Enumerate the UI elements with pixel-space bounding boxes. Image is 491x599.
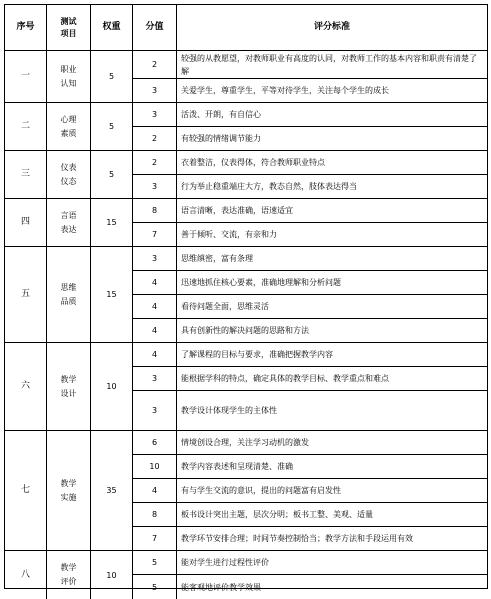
criteria-cell: 迅速地抓住核心要素，准确地理解和分析问题 (177, 271, 487, 295)
header-weight: 权重 (91, 5, 133, 51)
item-cell (47, 551, 91, 599)
weight-cell: 10 (91, 551, 133, 599)
item-label-line: 品质 (60, 296, 77, 306)
criteria-cell: 能客观地评价教学效果 (181, 582, 261, 592)
criteria-cell: 关爱学生，尊重学生，平等对待学生，关注每个学生的成长 (177, 79, 487, 103)
item-label-line: 教学 (60, 478, 77, 488)
score-cell: 8 (133, 199, 177, 223)
score-cell: 5 (133, 551, 177, 575)
weight-cell: 10 (91, 343, 133, 431)
score-cell: 7 (133, 527, 177, 551)
weight-cell: 5 (91, 51, 133, 103)
seq-cell: 七 (5, 431, 47, 551)
item-label-line: 心理 (60, 114, 77, 124)
criteria-cell: 教学设计体现学生的主体性 (177, 391, 487, 431)
weight-cell: 35 (91, 431, 133, 551)
header-seq: 序号 (5, 5, 47, 51)
item-cell (47, 343, 91, 431)
criteria-cell: 了解课程的目标与要求，准确把握教学内容 (177, 343, 487, 367)
weight-cell: 15 (91, 199, 133, 247)
header-item-line1: 测试 (60, 16, 77, 26)
score-cell: 4 (133, 343, 177, 367)
score-cell: 5 (133, 575, 177, 599)
criteria-cell: 教学环节安排合理；时间节奏控制恰当；教学方法和手段运用有效 (177, 527, 487, 551)
criteria-cell: 思维缜密，富有条理 (177, 247, 487, 271)
criteria-cell: 能对学生进行过程性评价 (177, 551, 487, 575)
score-cell: 2 (133, 51, 177, 79)
item-cell (47, 431, 91, 551)
weight-cell: 15 (91, 247, 133, 343)
item-label-line: 设计 (60, 388, 77, 398)
item-label-line: 仪态 (60, 176, 77, 186)
score-cell: 4 (133, 319, 177, 343)
criteria-cell: 能根据学科的特点，确定具体的教学目标、教学重点和难点 (177, 367, 487, 391)
header-item (47, 5, 91, 51)
score-cell: 4 (133, 271, 177, 295)
score-cell: 3 (133, 103, 177, 127)
seq-cell: 五 (5, 247, 47, 343)
item-label-line: 表达 (60, 224, 77, 234)
item-cell (47, 103, 91, 151)
score-cell: 3 (133, 175, 177, 199)
score-cell: 6 (133, 431, 177, 455)
item-cell (47, 199, 91, 247)
seq-cell: 二 (5, 103, 47, 151)
criteria-cell: 较强的从教愿望，对教师职业有高度的认同，对教师工作的基本内容和职责有清楚了解 (177, 51, 487, 79)
criteria-cell: 看待问题全面，思维灵活 (177, 295, 487, 319)
score-cell: 3 (133, 79, 177, 103)
criteria-cell: 行为举止稳重端庄大方，教态自然，肢体表达得当 (177, 175, 487, 199)
weight-cell: 5 (91, 103, 133, 151)
seq-cell: 八 (5, 551, 47, 599)
score-cell: 10 (133, 455, 177, 479)
seq-cell: 三 (5, 151, 47, 199)
criteria-cell: 有较强的情绪调节能力 (177, 127, 487, 151)
score-cell: 2 (133, 127, 177, 151)
criteria-cell: 具有创新性的解决问题的思路和方法 (177, 319, 487, 343)
header-score: 分值 (133, 5, 177, 51)
score-cell: 2 (133, 151, 177, 175)
item-label-line: 思维 (60, 282, 77, 292)
item-cell (47, 247, 91, 343)
score-cell: 3 (133, 247, 177, 271)
criteria-cell: 情境创设合理，关注学习动机的激发 (177, 431, 487, 455)
evaluation-table (4, 4, 488, 592)
item-label-line: 仪表 (60, 162, 77, 172)
criteria-cell: 善于倾听、交流，有亲和力 (177, 223, 487, 247)
score-cell: 4 (133, 295, 177, 319)
criteria-cell: 衣着整洁，仪表得体，符合教师职业特点 (177, 151, 487, 175)
weight-cell: 5 (91, 151, 133, 199)
item-label-line: 评价 (60, 577, 77, 586)
criteria-cell: 有与学生交流的意识，提出的问题富有启发性 (177, 479, 487, 503)
criteria-cell: 语言清晰，表达准确，语速适宜 (177, 199, 487, 223)
criteria-cell: 教学内容表述和呈现清楚、准确 (177, 455, 487, 479)
seq-cell: 六 (5, 343, 47, 431)
item-label-line: 素质 (60, 128, 77, 138)
item-label-line: 教学 (60, 563, 77, 572)
header-criteria: 评分标准 (177, 5, 487, 51)
criteria-cell: 板书设计突出主题，层次分明；板书工整、美观、适量 (177, 503, 487, 527)
seq-cell: 一 (5, 51, 47, 103)
score-cell: 4 (133, 479, 177, 503)
item-cell (47, 51, 91, 103)
score-cell: 7 (133, 223, 177, 247)
score-cell: 3 (133, 367, 177, 391)
score-cell: 3 (133, 391, 177, 431)
score-cell: 8 (133, 503, 177, 527)
seq-cell: 四 (5, 199, 47, 247)
criteria-cell: 活泼、开朗，有自信心 (177, 103, 487, 127)
item-cell (47, 151, 91, 199)
item-label-line: 职业 (60, 64, 77, 74)
item-label-line: 言语 (60, 210, 77, 220)
header-item-line2: 项目 (60, 28, 77, 38)
item-label-line: 实施 (60, 492, 77, 502)
item-label-line: 认知 (60, 78, 77, 88)
item-label-line: 教学 (60, 374, 77, 384)
